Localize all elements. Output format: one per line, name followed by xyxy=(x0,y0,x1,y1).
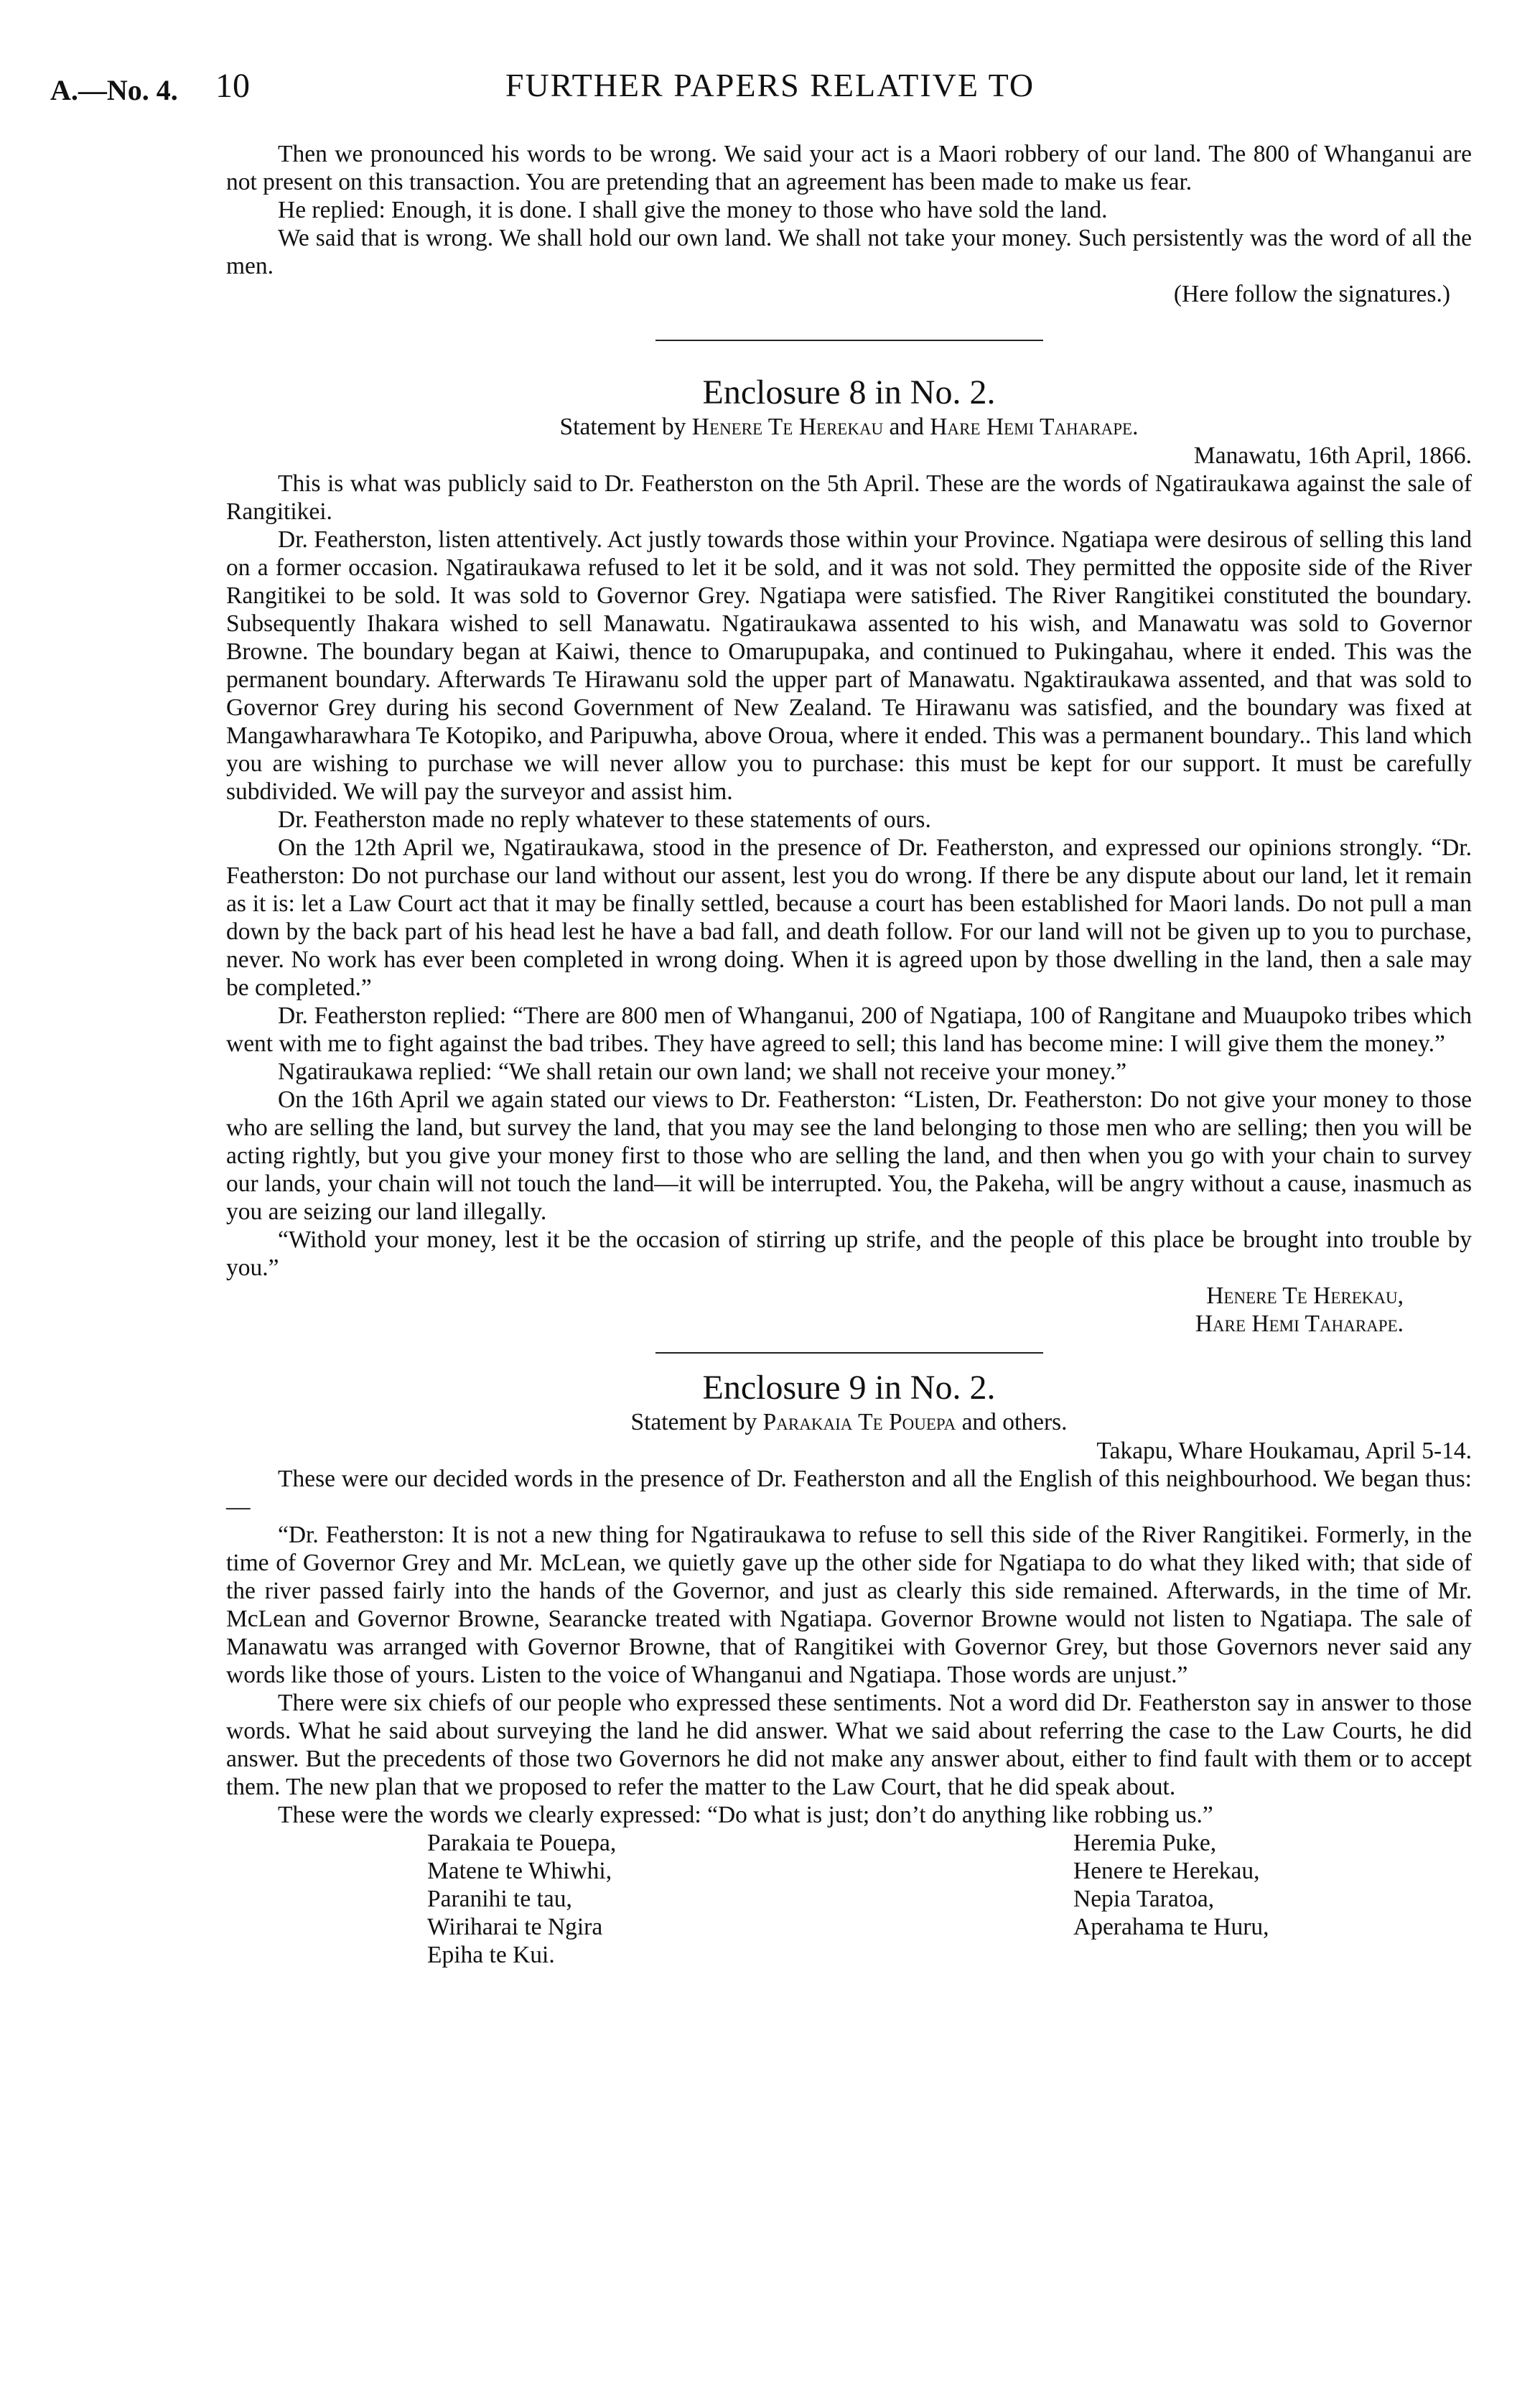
intro-paragraph: We said that is wrong. We shall hold our own land. We shall not take your money. Such persistently was the word of all the men. xyxy=(226,225,1472,279)
signature-name: Heremia Puke, xyxy=(1073,1830,1217,1856)
paragraph: These were our decided words in the presence of Dr. Featherston and all the English of this neighbourhood. We began thus:— xyxy=(226,1466,1472,1520)
signature-line: Hare Hemi Taharape. xyxy=(1195,1310,1404,1337)
author-name: Parakaia Te Pouepa xyxy=(762,1409,956,1435)
section-divider xyxy=(655,1352,1043,1354)
signature-name: Aperahama te Huru, xyxy=(1073,1914,1269,1940)
signature-name: Matene te Whiwhi, xyxy=(427,1858,612,1884)
paragraph: Ngatiraukawa replied: “We shall retain our own land; we shall not receive your money.” xyxy=(278,1058,1127,1085)
enclosure-9-subtitle xyxy=(226,1408,1472,1437)
running-title: FURTHER PAPERS RELATIVE TO xyxy=(505,67,1035,103)
enclosure-8-subtitle xyxy=(226,413,1472,442)
paragraph: On the 12th April we, Ngatiraukawa, stood in the presence of Dr. Featherston, and expressed our opinions strongly. “Dr. Featherston: Do not purchase our land without our assent, lest you do wrong. If there be any dispute about our land, let it remain as it is: let a Law Court act that it may be finally settled, because a court has been established for Maori lands. Do not pull a man down by the back part of his head lest he have a bad fall, and death follow. For our land will not be given up to you to purchase, never. No work has ever been completed in wrong doing. When it is agreed upon by those dwelling in the land, then a sale may be completed.” xyxy=(226,834,1472,1001)
paragraph: On the 16th April we again stated our views to Dr. Featherston: “Listen, Dr. Featherston: Do not give your money to those who are selling the land, but survey the land, that you may see the land belonging to those men who are selling; then you will be acting rightly, but you give your money first to those who are selling the land, and then when you go with your chain to survey our lands, your chain will not touch the land—it will be interrupted. You, the Pakeha, will be angry without a cause, inasmuch as you are seizing our land illegally. xyxy=(226,1086,1472,1225)
signature-name: Epiha te Kui. xyxy=(427,1942,555,1968)
paragraph: Dr. Featherston replied: “There are 800 men of Whanganui, 200 of Ngatiapa, 100 of Rangitane and Muaupoko tribes which went with me to fight against the bad tribes. They have agreed to sell; this land has become mine: I will give them the money.” xyxy=(226,1002,1472,1057)
page-number: 10 xyxy=(215,67,250,105)
section-divider xyxy=(655,340,1043,341)
paragraph: Dr. Featherston, listen attentively. Act justly towards those within your Province. Ngatiapa were desirous of selling this land on a former occasion. Ngatiraukawa refused to let it be sold, and it was not sold. They permitted the opposite side of the River Rangitikei to be sold. It was sold to Governor Grey. Ngatiapa were satisfied. The River Rangitikei constituted the boundary. Subsequently Ihakara wished to sell Manawatu. Ngatiraukawa assented to his wish, and Manawatu was sold to Governor Browne. The boundary began at Kaiwi, thence to Omarupupaka, and continued to Pukingahau, where it ended. This was the permanent boundary. Afterwards Te Hirawanu sold the upper part of Manawatu. Ngaktiraukawa assented, and that was sold to Governor Grey during his second Government of New Zealand. Te Hirawanu was satisfied, and the boundary was fixed at Mangawharawhara Te Kotopiko, and Paripuwha, above Oroua, where it ended. This was a permanent boundary.. This land which you are wishing to purchase we will never allow you to purchase: this must be kept for our support. It must be carefully subdivided. We will pay the surveyor and assist him. xyxy=(226,526,1472,805)
signature-name: Paranihi te tau, xyxy=(427,1886,572,1912)
paragraph: “Dr. Featherston: It is not a new thing for Ngatiraukawa to refuse to sell this side of the River Rangitikei. Formerly, in the time of Governor Grey and Mr. McLean, we quietly gave up the other side for Ngatiapa to do what they liked with; that side of the river passed fairly into the hands of the Governor, and just as clearly this side remained. Afterwards, in the time of Mr. McLean and Governor Browne, Searancke treated with Ngatiapa. Governor Browne would not listen to Ngatiapa. The sale of Manawatu was arranged with Governor Browne, that of Rangitikei with Governor Grey, but those Governors never said any words like those of yours. Listen to the voice of Whanganui and Ngatiapa. Those words are unjust.” xyxy=(226,1522,1472,1688)
paragraph: “Withold your money, lest it be the occasion of stirring up strife, and the people of this place be brought into trouble by you.” xyxy=(226,1226,1472,1281)
dateline: Takapu, Whare Houkamau, April 5-14. xyxy=(1096,1438,1472,1464)
intro-paragraph: He replied: Enough, it is done. I shall give the money to those who have sold the land. xyxy=(278,197,1108,223)
paragraph: There were six chiefs of our people who expressed these sentiments. Not a word did Dr. Featherston say in answer to those words. What he said about surveying the land he did answer. What we said about referring the case to the Law Courts, he did answer. But the precedents of those two Governors he did not make any answer about, either to find fault with them or to accept them. The new plan that we proposed to refer the matter to the Law Court, that he did speak about. xyxy=(226,1690,1472,1800)
dateline: Manawatu, 16th April, 1866. xyxy=(1193,442,1472,469)
subtitle-suffix: and others. xyxy=(961,1409,1068,1435)
signature-name: Nepia Taratoa, xyxy=(1073,1886,1215,1912)
document-body xyxy=(226,140,1472,1969)
paragraph: Dr. Featherston made no reply whatever to these statements of ours. xyxy=(278,806,931,833)
paper-reference: A.—No. 4. xyxy=(50,74,178,106)
signature-line: Henere Te Herekau, xyxy=(1206,1282,1404,1309)
subtitle-conjunction: and xyxy=(889,414,924,440)
signature-name: Parakaia te Pouepa, xyxy=(427,1830,617,1856)
signatures-note: (Here follow the signatures.) xyxy=(1173,281,1450,307)
signature-name: Wiriharai te Ngira xyxy=(427,1914,603,1940)
paragraph: These were the words we clearly expressed: “Do what is just; don’t do anything like robbing us.” xyxy=(278,1802,1213,1828)
subtitle-prefix: Statement by xyxy=(559,414,686,440)
enclosure-9-title: Enclosure 9 in No. 2. xyxy=(702,1369,996,1407)
enclosure-8-title: Enclosure 8 in No. 2. xyxy=(702,373,996,411)
intro-paragraph: Then we pronounced his words to be wrong. We said your act is a Maori robbery of our land. The 800 of Whanganui are not present on this transaction. You are pretending that an agreement has been made to make us fear. xyxy=(226,141,1472,195)
subtitle-prefix: Statement by xyxy=(630,1409,757,1435)
author-name: Hare Hemi Taharape. xyxy=(930,414,1139,440)
paragraph: This is what was publicly said to Dr. Featherston on the 5th April. These are the words of Ngatiraukawa against the sale of Rangitikei. xyxy=(226,470,1472,525)
author-name: Henere Te Herekau xyxy=(691,414,884,440)
signature-block xyxy=(427,1829,1472,1969)
page-header xyxy=(50,63,1490,113)
signature-name: Henere te Herekau, xyxy=(1073,1858,1260,1884)
